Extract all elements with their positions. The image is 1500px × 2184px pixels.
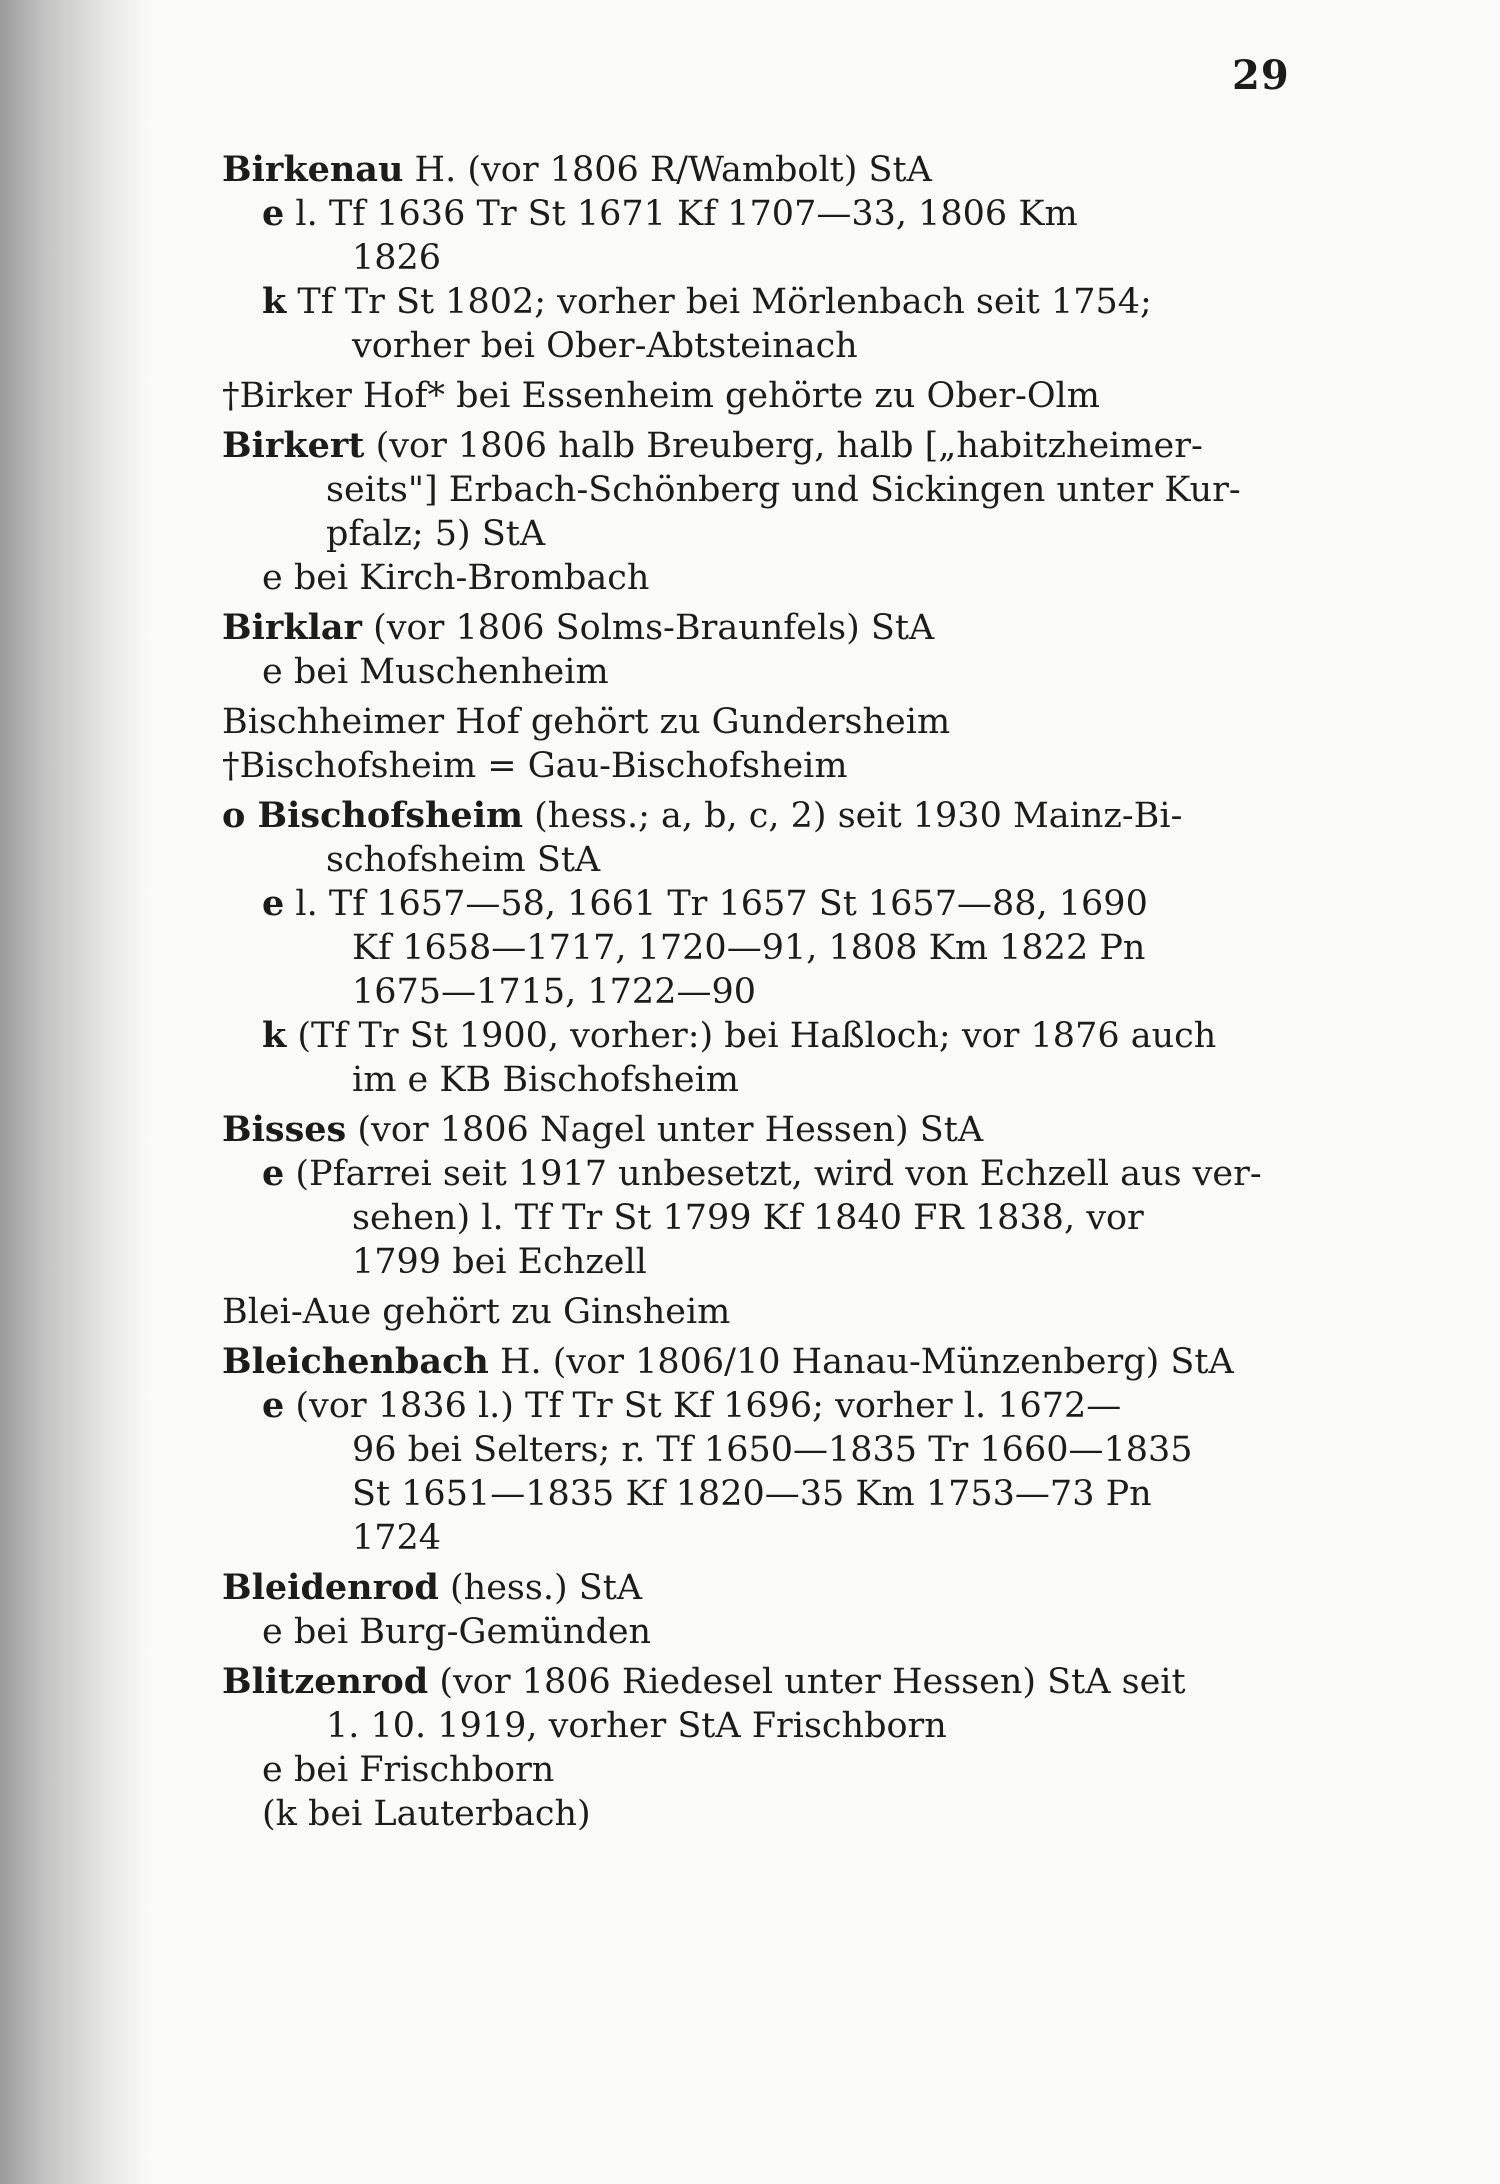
entry-line [222, 1704, 1292, 1748]
entry-text: (vor 1806 Solms-Braunfels) StA [361, 608, 935, 648]
entry-text: Tf Tr St 1802; vorher bei Mörlenbach seit 1754; [286, 282, 1152, 322]
entry-text: e bei Kirch-Brombach [262, 558, 650, 598]
entry-text: †Birker Hof* bei Essenheim gehörte zu Ober-Olm [222, 376, 1100, 416]
entry-line [222, 1240, 1292, 1284]
entry-line [222, 1384, 1292, 1428]
entry-line [222, 650, 1292, 694]
entry-line [222, 1340, 1292, 1384]
entry-text: 1675—1715, 1722—90 [352, 972, 757, 1012]
headword: Bleidenrod [222, 1567, 439, 1608]
headword: Birklar [222, 607, 362, 648]
headword: Blitzenrod [222, 1661, 429, 1702]
entry-text: (hess.) StA [438, 1568, 643, 1608]
entry-text: H. (vor 1806 R/Wambolt) StA [403, 150, 932, 190]
entry-line [222, 1566, 1292, 1610]
entry-text: e bei Burg-Gemünden [262, 1612, 652, 1652]
entry-line [222, 1660, 1292, 1704]
entry-text: seits"] Erbach-Schönberg und Sickingen unter Kur- [326, 470, 1241, 510]
entry-line [222, 1152, 1292, 1196]
entry-line [222, 280, 1292, 324]
entry-text: e bei Muschenheim [262, 652, 609, 692]
entry-text: (vor 1836 l.) Tf Tr St Kf 1696; vorher l. 1672— [284, 1386, 1122, 1426]
entry-line [222, 1610, 1292, 1654]
headword: o Bischofsheim [222, 795, 524, 836]
entry-line [222, 1748, 1292, 1792]
entry-line [222, 1516, 1292, 1560]
entry-line [222, 794, 1292, 838]
entry-line [222, 1108, 1292, 1152]
entry-line [222, 882, 1292, 926]
headword: e [262, 883, 285, 924]
entry-line [222, 148, 1292, 192]
headword: Birkenau [222, 149, 404, 190]
entry-line [222, 606, 1292, 650]
entry-line [222, 970, 1292, 1014]
entry-line [222, 1472, 1292, 1516]
entry-text: (hess.; a, b, c, 2) seit 1930 Mainz-Bi- [523, 796, 1183, 836]
entry-text: H. (vor 1806/10 Hanau-Münzenberg) StA [488, 1342, 1234, 1382]
headword: e [262, 1153, 285, 1194]
entry-line [222, 744, 1292, 788]
entry-line [222, 700, 1292, 744]
entry-line [222, 926, 1292, 970]
page-number: 29 [1232, 52, 1290, 99]
entry-line [222, 512, 1292, 556]
headword: k [262, 281, 287, 322]
entry-text: 1826 [352, 238, 442, 278]
gazetteer-entries [222, 148, 1292, 1836]
entry-line [222, 1058, 1292, 1102]
entry-line [222, 192, 1292, 236]
headword: e [262, 1385, 285, 1426]
entry-line [222, 1196, 1292, 1240]
entry-line [222, 468, 1292, 512]
entry-text: 96 bei Selters; r. Tf 1650—1835 Tr 1660—1835 [352, 1430, 1193, 1470]
entry-line [222, 424, 1292, 468]
entry-text: (vor 1806 Nagel unter Hessen) StA [346, 1110, 984, 1150]
entry-line [222, 1290, 1292, 1334]
entry-text: (vor 1806 Riedesel unter Hessen) StA seit [428, 1662, 1186, 1702]
entry-line [222, 236, 1292, 280]
entry-text: schofsheim StA [326, 840, 601, 880]
entry-text: (Tf Tr St 1900, vorher:) bei Haßloch; vor 1876 auch [286, 1016, 1217, 1056]
headword: e [262, 193, 285, 234]
entry-text: †Bischofsheim = Gau-Bischofsheim [222, 746, 848, 786]
page-gutter-shadow [0, 0, 150, 2184]
headword: Birkert [222, 425, 365, 466]
entry-text: (Pfarrei seit 1917 unbesetzt, wird von Echzell aus ver- [284, 1154, 1262, 1194]
entry-line [222, 838, 1292, 882]
entry-text: Bischheimer Hof gehört zu Gundersheim [222, 702, 951, 742]
entry-text: pfalz; 5) StA [326, 514, 546, 554]
headword: k [262, 1015, 287, 1056]
entry-text: (k bei Lauterbach) [262, 1794, 591, 1834]
entry-text: (vor 1806 halb Breuberg, halb [„habitzheimer- [364, 426, 1203, 466]
entry-line [222, 1428, 1292, 1472]
entry-text: St 1651—1835 Kf 1820—35 Km 1753—73 Pn [352, 1474, 1152, 1514]
entry-text: 1. 10. 1919, vorher StA Frischborn [326, 1706, 947, 1746]
entry-line [222, 1792, 1292, 1836]
entry-line [222, 324, 1292, 368]
entry-text: Blei-Aue gehört zu Ginsheim [222, 1292, 731, 1332]
entry-text: 1799 bei Echzell [352, 1242, 647, 1282]
headword: Bisses [222, 1109, 347, 1150]
entry-line [222, 374, 1292, 418]
entry-text: e bei Frischborn [262, 1750, 555, 1790]
entry-text: Kf 1658—1717, 1720—91, 1808 Km 1822 Pn [352, 928, 1146, 968]
entry-text: sehen) l. Tf Tr St 1799 Kf 1840 FR 1838, vor [352, 1198, 1144, 1238]
headword: Bleichenbach [222, 1341, 489, 1382]
entry-line [222, 556, 1292, 600]
entry-text: 1724 [352, 1518, 442, 1558]
entry-line [222, 1014, 1292, 1058]
entry-text: im e KB Bischofsheim [352, 1060, 739, 1100]
entry-text: vorher bei Ober-Abtsteinach [352, 326, 858, 366]
entry-text: l. Tf 1657—58, 1661 Tr 1657 St 1657—88, 1690 [284, 884, 1148, 924]
entry-text: l. Tf 1636 Tr St 1671 Kf 1707—33, 1806 Km [284, 194, 1078, 234]
